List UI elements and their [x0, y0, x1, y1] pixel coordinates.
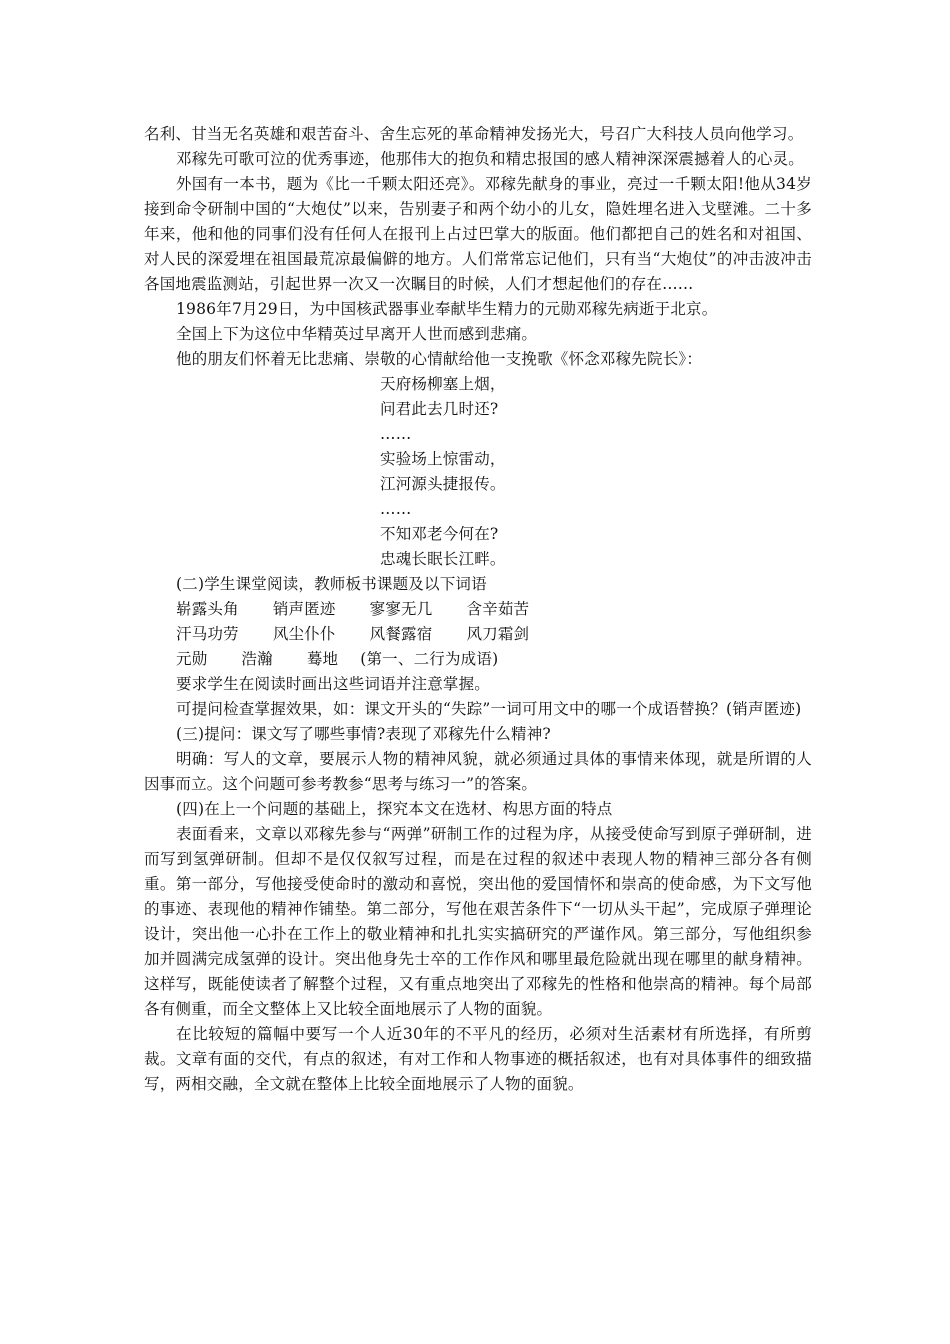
vocab-word: 含辛茹苦	[466, 600, 530, 618]
paragraph-structure-analysis: 表面看来，文章以邓稼先参与“两弹”研制工作的过程为序，从接受使命写到原子弹研制，进而写到氢弹研制。但却不是仅仅叙写过程，而是在过程的叙述中表现人物的精神三部分各有侧重。第一部分，写他接受使命时的激动和喜悦，突出他的爱国情怀和崇高的使命感，为下文写他的事迹、表现他的精神作铺垫。第二部分，写他在艰苦条件下“一切从头干起”，完成原子弹理论设计，突出他一心扑在工作上的敬业精神和扎扎实实搞研究的严谨作风。第三部分，写他组织参加并圆满完成氢弹的设计。突出他身先士卒的工作作风和哪里最危险就出现在哪里的献身精神。这样写，既能使读者了解整个过程，又有重点地突出了邓稼先的性格和他崇高的精神。每个局部各有侧重，而全文整体上又比较全面地展示了人物的面貌。	[144, 825, 812, 1018]
vocab-row-words	[144, 647, 812, 672]
section-heading-question: (三)提问：课文写了哪些事情?表现了邓稼先什么精神?	[176, 725, 551, 743]
elegy-poem	[144, 372, 812, 572]
vocab-word: 蓦地	[306, 650, 339, 668]
poem-line: 实验场上惊雷动，	[380, 450, 506, 468]
vocab-row-idioms-2	[144, 622, 812, 647]
vocab-word: 寥寥无几	[369, 600, 433, 618]
poem-line: 不知邓老今何在?	[380, 525, 499, 543]
document-body	[144, 122, 812, 1097]
vocab-word: 汗马功劳	[176, 625, 239, 643]
paragraph-material-selection: 在比较短的篇幅中要写一个人近30年的不平凡的经历，必须对生活素材有所选择，有所剪裁。文章有面的交代，有点的叙述，有对工作和人物事迹的概括叙述，也有对具体事件的细致描写，两相交融，全文就在整体上比较全面地展示了人物的面貌。	[144, 1025, 812, 1093]
vocab-note: (第一、二行为成语)	[360, 650, 499, 668]
vocab-word: 风餐露宿	[369, 625, 433, 643]
poem-line: 江河源头捷报传。	[380, 475, 506, 493]
vocab-word: 浩瀚	[241, 650, 273, 668]
poem-line: 天府杨柳塞上烟，	[380, 375, 506, 393]
vocab-word: 风刀霜剑	[466, 625, 530, 643]
paragraph-answer: 明确：写人的文章，要展示人物的精神风貌，就必须通过具体的事情来体现，就是所谓的人因事而立。这个问题可参考教参“思考与练习一”的答案。	[144, 750, 812, 793]
paragraph-elegy-intro: 他的朋友们怀着无比悲痛、崇敬的心情献给他一支挽歌《怀念邓稼先院长》：	[176, 350, 703, 368]
poem-ellipsis: ……	[380, 425, 412, 443]
poem-line: 问君此去几时还?	[380, 400, 499, 418]
vocab-word: 销声匿迹	[272, 600, 336, 618]
paragraph-national-grief: 全国上下为这位中华精英过早离开人世而感到悲痛。	[176, 325, 538, 343]
paragraph-deeds: 邓稼先可歌可泣的优秀事迹，他那伟大的抱负和精忠报国的感人精神深深震撼着人的心灵。	[176, 150, 805, 168]
vocab-word: 风尘仆仆	[272, 625, 336, 643]
vocab-word: 崭露头角	[176, 600, 239, 618]
paragraph-death-date: 1986年7月29日，为中国核武器事业奉献毕生精力的元勋邓稼先病逝于北京。	[176, 300, 718, 318]
paragraph-continuation: 名利、甘当无名英雄和艰苦奋斗、舍生忘死的革命精神发扬光大，号召广大科技人员向他学习。	[144, 125, 804, 143]
section-heading-reading: (二)学生课堂阅读，教师板书课题及以下词语	[176, 575, 487, 593]
vocab-word: 元勋	[176, 650, 208, 668]
poem-ellipsis: ……	[380, 500, 412, 518]
paragraph-requirement: 要求学生在阅读时画出这些词语并注意掌握。	[176, 675, 491, 693]
section-heading-structure: (四)在上一个问题的基础上，探究本文在选材、构思方面的特点	[176, 800, 613, 818]
poem-line: 忠魂长眠长江畔。	[380, 550, 506, 568]
paragraph-thousand-suns: 外国有一本书，题为《比一千颗太阳还亮》。邓稼先献身的事业，亮过一千颗太阳!他从34岁接到命令研制中国的“大炮仗”以来，告别妻子和两个幼小的儿女，隐姓埋名进入戈壁滩。二十多年来，他和他的同事们没有任何人在报刊上占过巴掌大的版面。他们都把自己的姓名和对祖国、对人民的深爱埋在祖国最荒凉最偏僻的地方。人们常常忘记他们，只有当“大炮仗”的冲击波冲击各国地震监测站，引起世界一次又一次瞩目的时候，人们才想起他们的存在……	[144, 175, 812, 293]
paragraph-check-question: 可提问检查掌握效果，如：课文开头的“失踪”一词可用文中的哪一个成语替换？(销声匿迹)	[176, 700, 802, 718]
vocab-row-idioms-1	[144, 597, 812, 622]
